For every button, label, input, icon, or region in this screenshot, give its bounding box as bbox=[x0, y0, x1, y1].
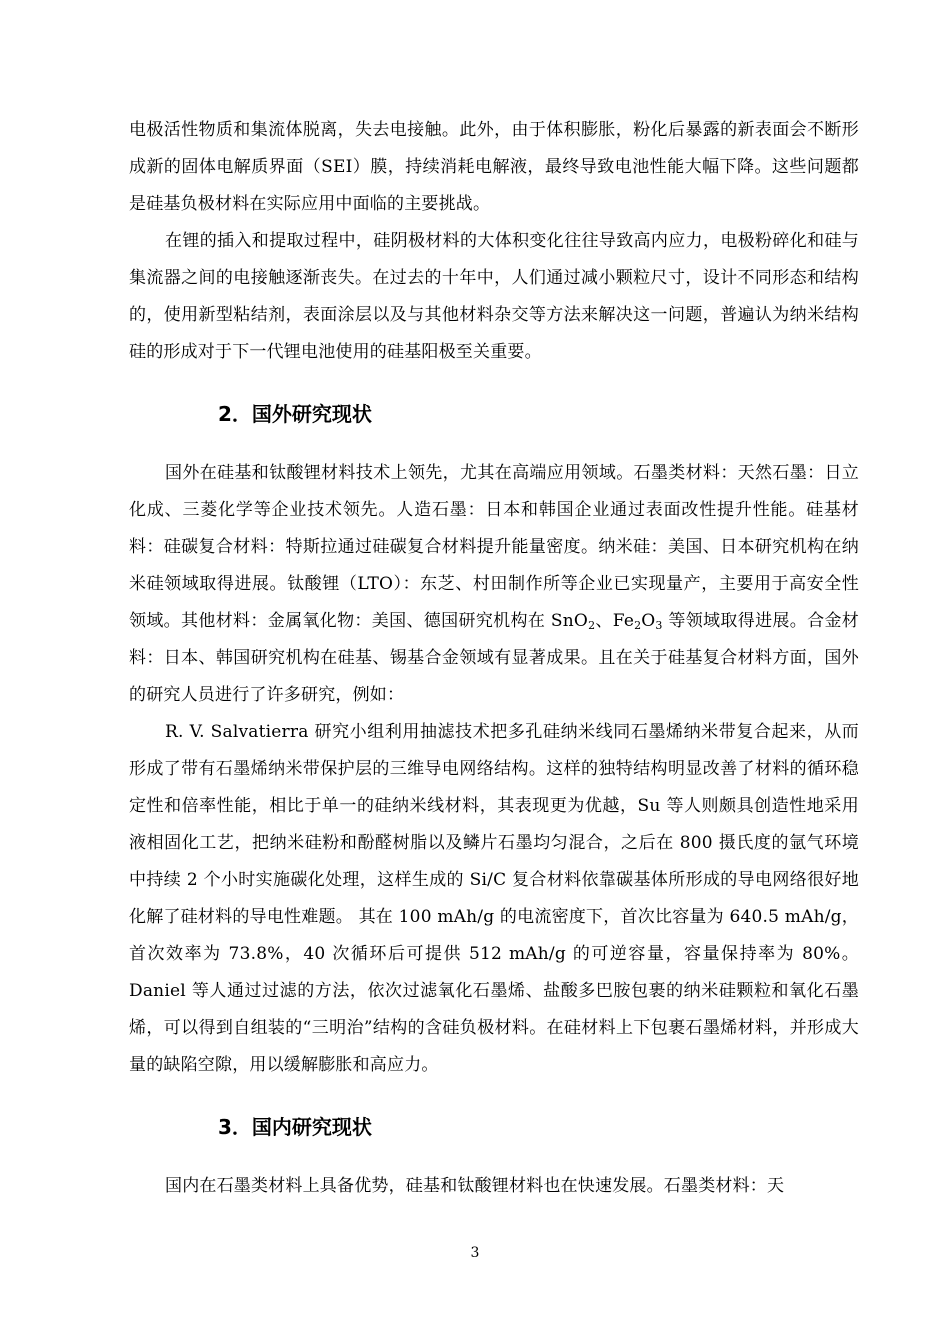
text-segment: 等领域取得进展。合金材料：日本、韩国研究机构在硅基、锡基合金领域有显著成果。且在关于硅基复合材料方面，国外的研究人员进行了许多研究，例如： bbox=[129, 611, 859, 705]
page-content bbox=[129, 112, 859, 1205]
text-segment: 、Fe bbox=[595, 611, 635, 631]
subscript: 2 bbox=[588, 619, 596, 632]
subscript: 2 bbox=[634, 619, 642, 632]
text-segment: O bbox=[641, 611, 656, 631]
paragraph-research-examples: R. V. Salvatierra 研究小组利用抽滤技术把多孔硅纳米线同石墨烯纳米带复合起来，从而形成了带有石墨烯纳米带保护层的三维导电网络结构。这样的独特结构明显改善了材料的循环稳定性和倍率性能，相比于单一的硅纳米线材料，其表现更为优越，Su 等人则颇具创造性地采用液相固化工艺，把纳米硅粉和酚醛树脂以及鳞片石墨均匀混合，之后在 800 摄氏度的氩气环境中持续 2 个小时实施碳化处理，这样生成的 Si/C 复合材料依靠碳基体所形成的导电网络很好地化解了硅材料的导电性难题。 其在 100 mAh/g 的电流密度下，首次比容量为 640.5 mAh/g，首次效率为 73.8%，40 次循环后可提供 512 mAh/g 的可逆容量，容量保持率为 80%。Daniel 等人通过过滤的方法，依次过滤氧化石墨烯、盐酸多巴胺包裹的纳米硅颗粒和氧化石墨烯，可以得到自组装的“三明治”结构的含硅负极材料。在硅材料上下包裹石墨烯材料，并形成大量的缺陷空隙，用以缓解膨胀和高应力。 bbox=[129, 722, 859, 1075]
paragraph-foreign-research bbox=[129, 455, 859, 714]
section-heading-domestic-research: 3．国内研究现状 bbox=[218, 1115, 372, 1139]
section-heading-foreign-research: 2．国外研究现状 bbox=[218, 402, 372, 426]
paragraph-continuation: 电极活性物质和集流体脱离，失去电接触。此外，由于体积膨胀，粉化后暴露的新表面会不断形成新的固体电解质界面（SEI）膜，持续消耗电解液，最终导致电池性能大幅下降。这些问题都是硅基负极材料在实际应用中面临的主要挑战。 bbox=[129, 120, 859, 214]
paragraph-silicon-volume-change: 在锂的插入和提取过程中，硅阴极材料的大体积变化往往导致高内应力，电极粉碎化和硅与集流器之间的电接触逐渐丧失。在过去的十年中，人们通过减小颗粒尺寸，设计不同形态和结构的，使用新型粘结剂，表面涂层以及与其他材料杂交等方法来解决这一问题，普遍认为纳米结构硅的形成对于下一代锂电池使用的硅基阳极至关重要。 bbox=[129, 231, 859, 362]
text-segment: 国外在硅基和钛酸锂材料技术上领先，尤其在高端应用领域。石墨类材料：天然石墨：日立化成、三菱化学等企业技术领先。人造石墨：日本和韩国企业通过表面改性提升性能。硅基材料：硅碳复合材料：特斯拉通过硅碳复合材料提升能量密度。纳米硅：美国、日本研究机构在纳米硅领域取得进展。钛酸锂（LTO）：东芝、村田制作所等企业已实现量产，主要用于高安全性领域。其他材料：金属氧化物：美国、德国研究机构在 SnO bbox=[129, 463, 859, 631]
subscript: 3 bbox=[655, 619, 663, 632]
page-number: 3 bbox=[470, 1245, 480, 1261]
paragraph-domestic-research: 国内在石墨类材料上具备优势，硅基和钛酸锂材料也在快速发展。石墨类材料：天 bbox=[165, 1176, 785, 1196]
